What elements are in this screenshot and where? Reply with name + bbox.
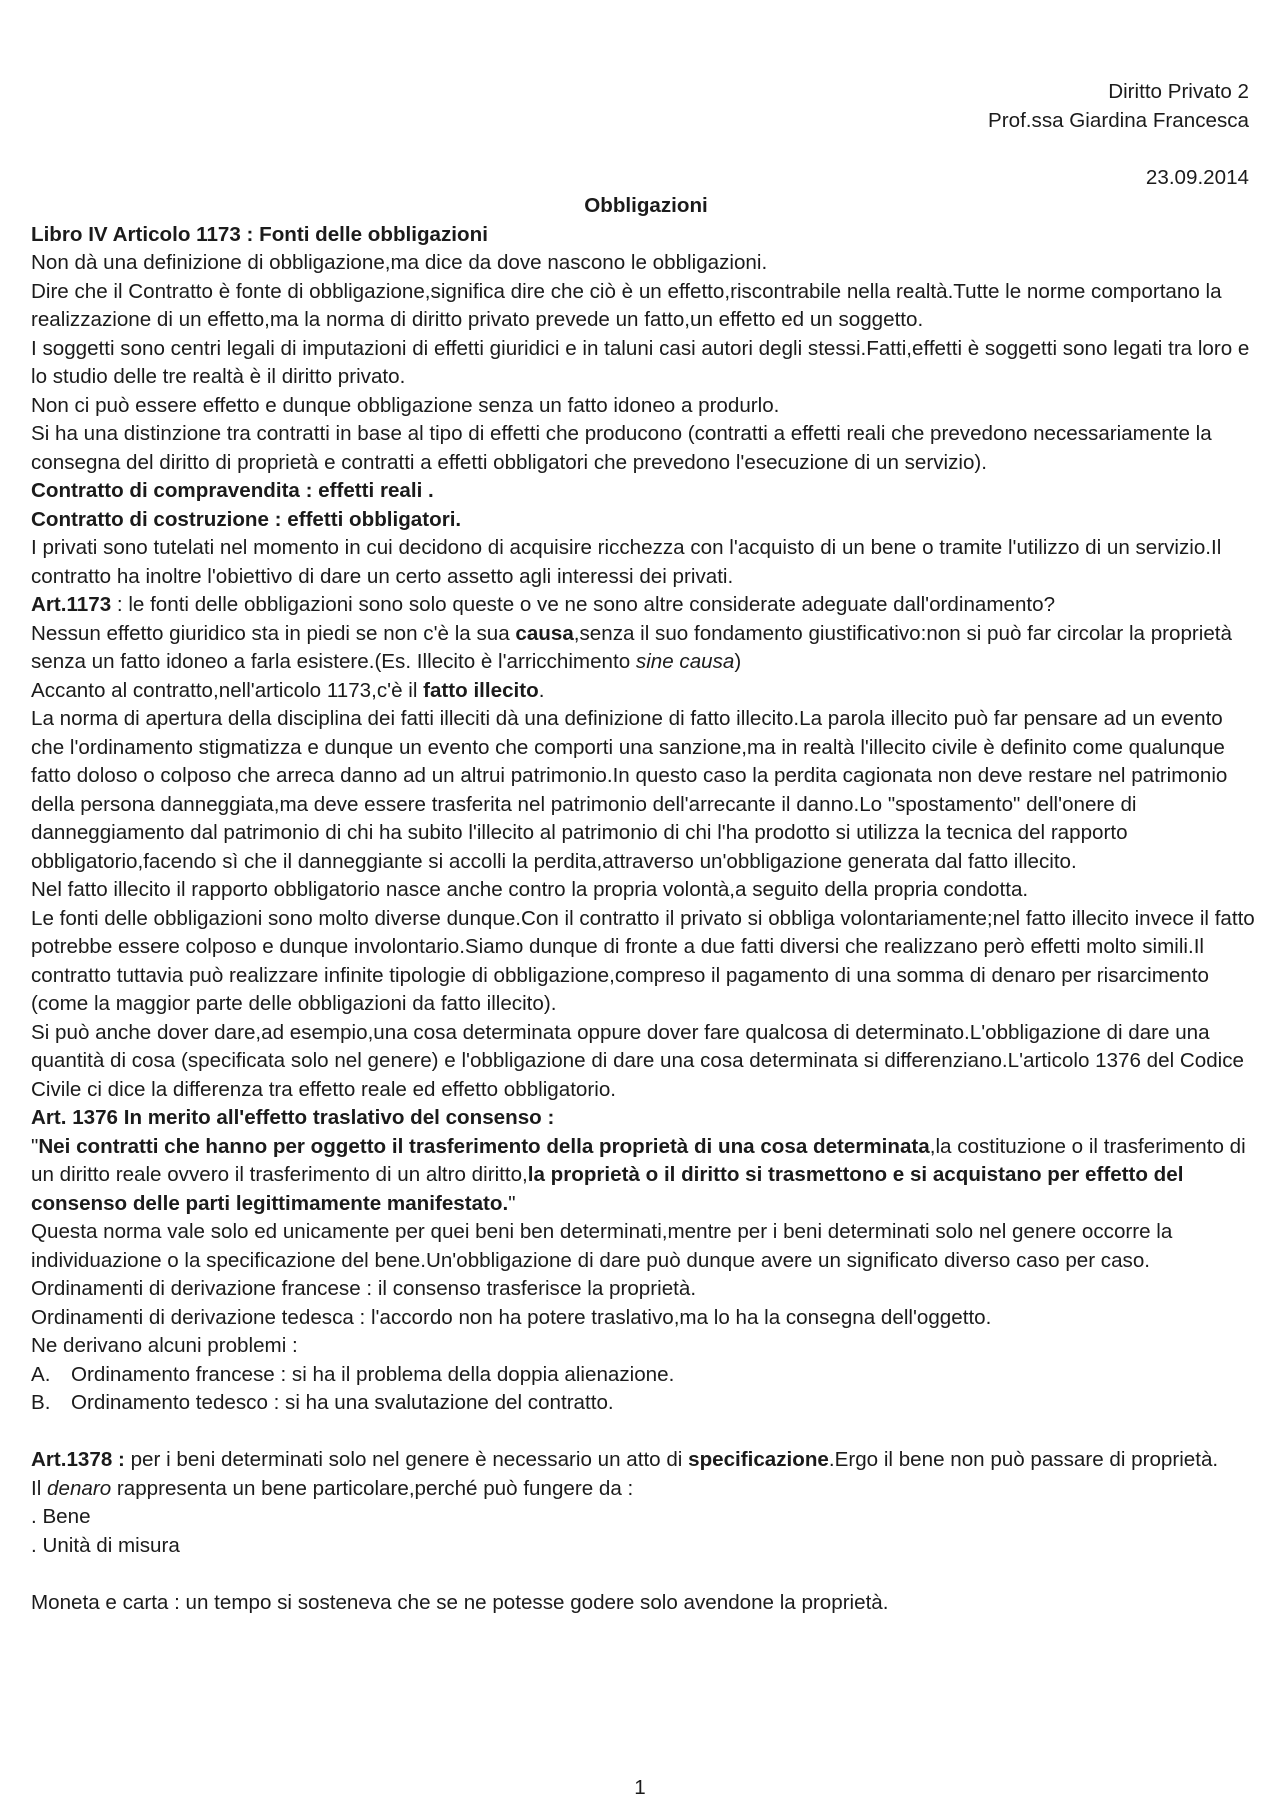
- paragraph-text: ,la costituzione o il trasferimento di un diritto reale ovvero il trasferimento di un altro diritto,: [31, 1134, 1246, 1186]
- quotation: [31, 1133, 1261, 1219]
- paragraph: Questa norma vale solo ed unicamente per quei beni ben determinati,mentre per i beni determinati solo nel genere occorre la individuazione o la specificazione del bene.Un'obbligazione di dare può dunque avere un significato diverso caso per caso.: [31, 1220, 1173, 1272]
- paragraph-text: .: [538, 678, 545, 702]
- paragraph: [31, 1446, 1261, 1475]
- article-ref: Art.1378 :: [31, 1448, 125, 1471]
- paragraph: Si può anche dover dare,ad esempio,una cosa determinata oppure dover fare qualcosa di determinato.L'obbligazione di dare una quantità di cosa (specificata solo nel genere) e l'obbligazione di dare una cosa determinata si differenziano.L'articolo 1376 del Codice Civile ci dice la differenza tra effetto reale ed effetto obbligatorio.: [31, 1020, 1244, 1101]
- list-item: [31, 1361, 1261, 1390]
- bold-term: Nei contratti che hanno per oggetto il trasferimento della proprietà di una cosa determinata: [38, 1134, 930, 1158]
- italic-term: sine causa: [635, 650, 735, 673]
- paragraph: Nel fatto illecito il rapporto obbligatorio nasce anche contro la propria volontà,a seguito della propria condotta.: [31, 878, 1029, 901]
- course-title: Diritto Privato 2: [1108, 80, 1249, 103]
- paragraph-text: Il: [31, 1476, 48, 1500]
- paragraph-text: Accanto al contratto,nell'articolo 1173,c'è il: [31, 678, 424, 702]
- quote-mark: ": [31, 1134, 39, 1158]
- bold-term: la proprietà o il diritto si trasmettono e si acquistano per effetto del consenso delle parti legittimamente manifestato.: [31, 1163, 1184, 1215]
- list-marker: A.: [31, 1362, 51, 1386]
- paragraph: Si ha una distinzione tra contratti in base al tipo di effetti che producono (contratti a effetti reali che prevedono necessariamente la consegna del diritto di proprietà e contratti a effetti obbligatori che prevedono l'esecuzione di un servizio).: [31, 422, 1212, 474]
- paragraph-text: rappresenta un bene particolare,perché può fungere da :: [111, 1476, 634, 1500]
- list-marker: B.: [31, 1391, 51, 1414]
- spacer: [31, 1560, 1261, 1589]
- spacer: [31, 1418, 1261, 1447]
- paragraph: [31, 620, 1261, 677]
- page-title: Obbligazioni: [584, 194, 708, 217]
- professor-name: Prof.ssa Giardina Francesca: [988, 109, 1249, 132]
- quote-mark: ": [508, 1191, 516, 1215]
- paragraph: [31, 1475, 1261, 1504]
- bold-line-text: Contratto di costruzione : effetti obbligatori.: [31, 507, 462, 531]
- page-number: 1: [634, 1776, 646, 1799]
- paragraph: Non dà una definizione di obbligazione,ma dice da dove nascono le obbligazioni.: [31, 251, 768, 274]
- paragraph: Ordinamenti di derivazione francese : il consenso trasferisce la proprietà.: [31, 1277, 697, 1300]
- list-item-text: Ordinamento francese : si ha il problema della doppia alienazione.: [71, 1362, 675, 1386]
- paragraph: [31, 591, 1261, 620]
- bold-line-text: Contratto di compravendita : effetti reali .: [31, 479, 434, 502]
- document-body: [31, 192, 1261, 1617]
- bullet-item: . Bene: [31, 1505, 91, 1528]
- lecture-date: 23.09.2014: [1145, 166, 1249, 189]
- paragraph: [31, 677, 1261, 706]
- paragraph-text: Nessun effetto giuridico sta in piedi se non c'è la sua: [31, 621, 516, 645]
- paragraph: Le fonti delle obbligazioni sono molto diverse dunque.Con il contratto il privato si obbliga volontariamente;nel fatto illecito invece il fatto potrebbe essere colposo e dunque involontario.Siamo dunque di fronte a due fatti diversi che realizzano però effetti molto simili.Il contratto tuttavia può realizzare infinite tipologie di obbligazione,compreso il pagamento di una somma di denaro per risarcimento (come la maggior parte delle obbligazioni da fatto illecito).: [31, 906, 1255, 1015]
- paragraph: Ordinamenti di derivazione tedesca : l'accordo non ha potere traslativo,ma lo ha la consegna dell'oggetto.: [31, 1305, 992, 1329]
- paragraph-text: .Ergo il bene non può passare di proprietà.: [828, 1448, 1219, 1471]
- section-heading: [31, 1104, 1261, 1133]
- bullet-item: . Unità di misura: [31, 1533, 180, 1557]
- paragraph: I privati sono tutelati nel momento in cui decidono di acquisire ricchezza con l'acquisto di un bene o tramite l'utilizzo di un servizio.Il contratto ha inoltre l'obiettivo di dare un certo assetto agli interessi dei privati.: [31, 536, 1222, 588]
- list-item-text: Ordinamento tedesco : si ha una svalutazione del contratto.: [71, 1391, 614, 1414]
- paragraph-text: : le fonti delle obbligazioni sono solo queste o ve ne sono altre considerate adeguate dall'ordinamento?: [111, 593, 1056, 616]
- paragraph: Dire che il Contratto è fonte di obbligazione,significa dire che ciò è un effetto,riscontrabile nella realtà.Tutte le norme comportano la realizzazione di un effetto,ma la norma di diritto privato prevede un fatto,un effetto ed un soggetto.: [31, 279, 1222, 331]
- paragraph: Non ci può essere effetto e dunque obbligazione senza un fatto idoneo a produrlo.: [31, 393, 780, 417]
- paragraph-text: per i beni determinati solo nel genere è necessario un atto di: [124, 1448, 689, 1471]
- italic-term: denaro: [47, 1476, 112, 1500]
- bold-term: causa: [515, 621, 574, 645]
- article-ref: Art.1173: [31, 593, 112, 616]
- paragraph-text: ,senza il suo fondamento giustificativo:non si può far circolar la proprietà senza un fatto idoneo a farla esistere.(Es. Illecito è l'arricchimento: [31, 621, 1232, 673]
- bold-line: [31, 477, 1261, 506]
- bold-term: specificazione: [688, 1448, 829, 1471]
- bold-term: fatto illecito: [423, 678, 539, 702]
- paragraph: La norma di apertura della disciplina dei fatti illeciti dà una definizione di fatto illecito.La parola illecito può far pensare ad un evento che l'ordinamento stigmatizza e dunque un evento che comporti una sanzione,ma in realtà l'illecito civile è definito come qualunque fatto doloso o colposo che arreca danno ad un altrui patrimonio.In questo caso la perdita cagionata non deve restare nel patrimonio della persona danneggiata,ma deve essere trasferita nel patrimonio dell'arrecante il danno.Lo "spostamento" dell'onere di danneggiamento dal patrimonio di chi ha subito l'illecito al patrimonio di chi l'ha prodotto si utilizza la tecnica del rapporto obbligatorio,facendo sì che il danneggiante si accolli la perdita,attraverso un'obbligazione generata dal fatto illecito.: [31, 707, 1228, 873]
- paragraph-text: ): [734, 650, 742, 673]
- section-heading-text: Art. 1376 In merito all'effetto traslativo del consenso :: [31, 1106, 555, 1129]
- paragraph: I soggetti sono centri legali di imputazioni di effetti giuridici e in taluni casi autori degli stessi.Fatti,effetti è soggetti sono legati tra loro e lo studio delle tre realtà è il diritto privato.: [31, 336, 1250, 388]
- section-heading: [31, 221, 1261, 250]
- paragraph: Moneta e carta : un tempo si sosteneva che se ne potesse godere solo avendone la proprietà.: [31, 1590, 889, 1614]
- section-heading-text: Libro IV Articolo 1173 : Fonti delle obbligazioni: [31, 222, 488, 246]
- bold-line: [31, 506, 1261, 535]
- paragraph: Ne derivano alcuni problemi :: [31, 1334, 298, 1357]
- list-item: [31, 1389, 1261, 1418]
